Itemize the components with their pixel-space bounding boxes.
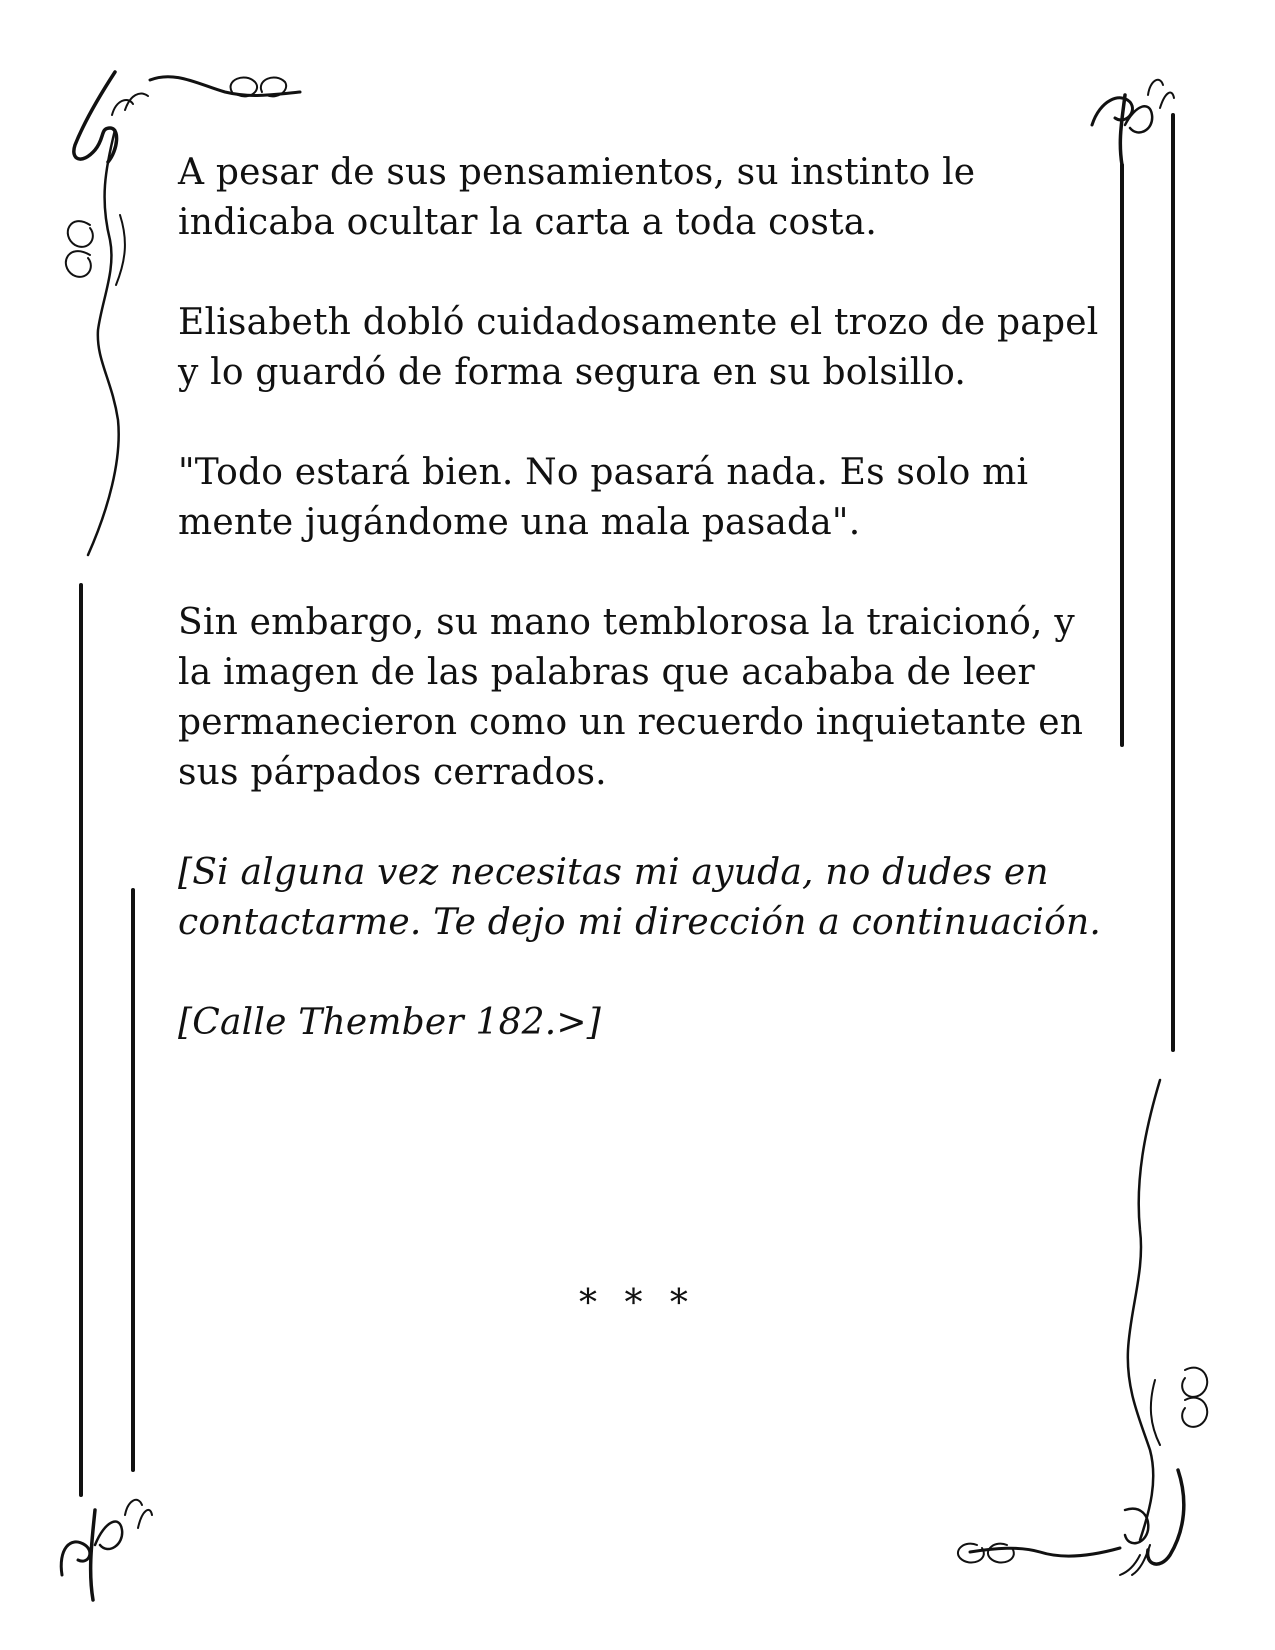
paragraph-1: A pesar de sus pensamientos, su instinto le indicaba ocultar la carta a toda costa. (178, 152, 976, 243)
flourish-bottom-right-icon (958, 1080, 1207, 1575)
flourish-bottom-left-icon (61, 1500, 152, 1600)
paragraph-3: "Todo estará bien. No pasará nada. Es solo mi mente jugándome una mala pasada". (178, 452, 1029, 543)
paragraph-4: Sin embargo, su mano temblorosa la traicionó, y la imagen de las palabras que acababa de leer permanecieron como un recuerdo inquietante en sus párpados cerrados. (178, 602, 1084, 793)
letter-quote-address: [Calle Thember 182.>] (178, 1002, 602, 1043)
paragraph-2: Elisabeth dobló cuidadosamente el trozo de papel y lo guardó de forma segura en su bolsillo. (178, 302, 1099, 393)
letter-quote-1: [Si alguna vez necesitas mi ayuda, no dudes en contactarme. Te dejo mi dirección a continuación. (178, 852, 1102, 943)
document-body (178, 148, 1118, 1098)
scene-separator: * * * (579, 1283, 696, 1324)
